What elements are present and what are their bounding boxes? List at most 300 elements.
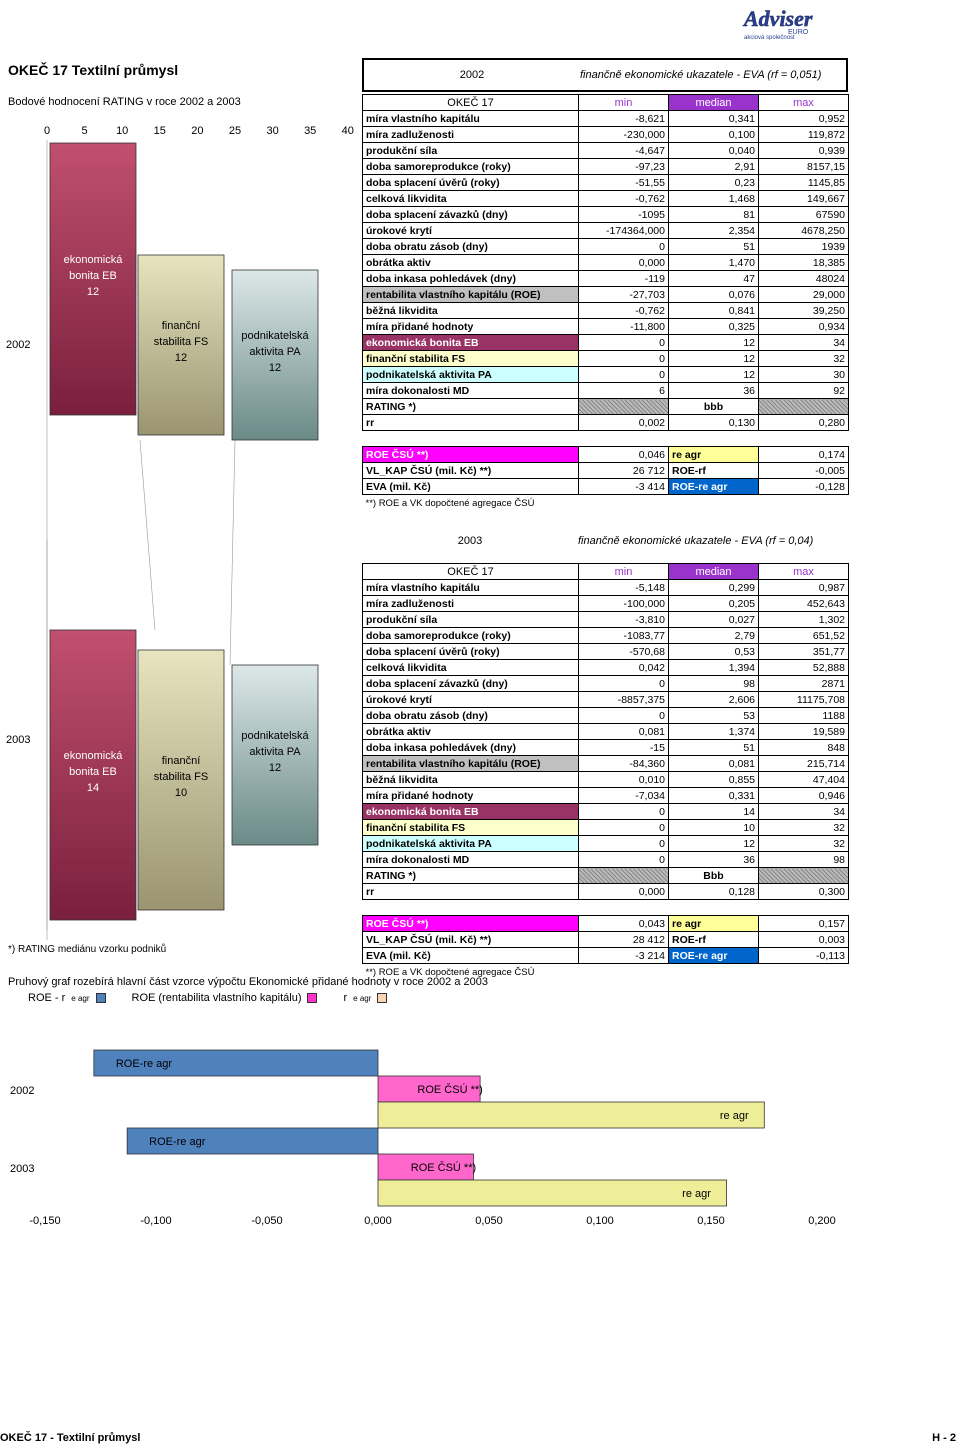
x-tick-label: 0,100	[586, 1215, 614, 1227]
legend-swatch	[307, 993, 317, 1003]
row-cell: 0,299	[669, 580, 759, 596]
table-row	[363, 415, 849, 431]
row-label: obrátka aktiv	[363, 255, 579, 271]
footer-right: H - 2	[932, 1432, 956, 1444]
row-cell: 0,081	[579, 724, 669, 740]
row-cell: 0,300	[759, 884, 849, 900]
row-cell: 0,53	[669, 644, 759, 660]
table-row	[363, 756, 849, 772]
row-cell: 2,606	[669, 692, 759, 708]
table-row	[363, 287, 849, 303]
row-cell: 0,081	[669, 756, 759, 772]
row-cell: 92	[759, 383, 849, 399]
table-row	[363, 692, 849, 708]
row-cell: 2,79	[669, 628, 759, 644]
table-row	[363, 207, 849, 223]
row-cell: 0	[579, 335, 669, 351]
table-row	[363, 596, 849, 612]
bar-label: podnikatelská	[241, 330, 309, 342]
row-label: VL_KAP ČSÚ (mil. Kč) **)	[363, 463, 579, 479]
bar-label: stabilita FS	[153, 771, 209, 783]
okec-cell: OKEČ 17	[363, 95, 579, 111]
row-cell: ROE-re agr	[669, 948, 759, 964]
bar-label: aktivita PA	[249, 346, 301, 358]
row-cell: 51	[669, 740, 759, 756]
bar-label: 14	[86, 782, 100, 794]
table-row	[363, 175, 849, 191]
row-cell: 0,205	[669, 596, 759, 612]
row-cell: -0,762	[579, 303, 669, 319]
rating-column-charts	[0, 110, 360, 940]
table-row	[363, 479, 849, 495]
row-cell: 0,128	[669, 884, 759, 900]
row-cell: 1145,85	[759, 175, 849, 191]
category-label: 2002	[10, 1085, 35, 1097]
table-2002-heading	[362, 58, 848, 92]
table-row	[363, 660, 849, 676]
bar-label: ekonomická	[63, 254, 123, 266]
row-label: běžná likvidita	[363, 772, 579, 788]
row-cell: 0,331	[669, 788, 759, 804]
row-cell: -0,005	[759, 463, 849, 479]
bar-data-label: ROE ČSÚ **)	[417, 1084, 483, 1096]
row-label: míra dokonalosti MD	[363, 852, 579, 868]
legend-item: ROE - r e agr	[28, 992, 106, 1004]
bar-label: finanční	[161, 320, 201, 332]
row-cell: 0	[579, 367, 669, 383]
x-tick-label: -0,100	[140, 1215, 172, 1227]
row-cell: 0,987	[759, 580, 849, 596]
table-row	[363, 303, 849, 319]
row-cell: 1939	[759, 239, 849, 255]
row-label: podnikatelská aktivita PA	[363, 367, 579, 383]
row-label: produkční síla	[363, 143, 579, 159]
bar-label: bonita EB	[69, 766, 117, 778]
row-label: doba obratu zásob (dny)	[363, 708, 579, 724]
row-cell: 0	[579, 852, 669, 868]
axis-tick-label: 10	[116, 125, 129, 137]
row-cell: -230,000	[579, 127, 669, 143]
row-cell: 0,23	[669, 175, 759, 191]
legend-item: r e agr	[343, 992, 387, 1004]
row-cell: 51	[669, 239, 759, 255]
bar-chart	[0, 1040, 900, 1240]
table-row	[363, 580, 849, 596]
row-cell: 12	[669, 367, 759, 383]
row-cell: ROE-rf	[669, 932, 759, 948]
row-cell: 12	[669, 836, 759, 852]
row-cell: bbb	[669, 399, 759, 415]
row-cell: 0,042	[579, 660, 669, 676]
row-cell: -174364,000	[579, 223, 669, 239]
bar-label: ekonomická	[63, 750, 123, 762]
row-cell: -4,647	[579, 143, 669, 159]
row-cell: 47	[669, 271, 759, 287]
row-cell: -119	[579, 271, 669, 287]
max-header: max	[759, 95, 849, 111]
row-cell	[759, 399, 849, 415]
x-tick-label: 0,050	[475, 1215, 503, 1227]
row-cell: 36	[669, 383, 759, 399]
row-label: rentabilita vlastního kapitálu (ROE)	[363, 756, 579, 772]
table-2003	[362, 563, 849, 980]
row-label: doba splacení úvěrů (roky)	[363, 644, 579, 660]
row-cell: 14	[669, 804, 759, 820]
table-row	[363, 628, 849, 644]
footer-left-text: OKEČ 17 - Textilní průmysl	[0, 1432, 141, 1444]
row-cell: 0,003	[759, 932, 849, 948]
bar-label: aktivita PA	[249, 746, 301, 758]
row-label: míra přidané hodnoty	[363, 788, 579, 804]
row-cell: 149,667	[759, 191, 849, 207]
row-label: produkční síla	[363, 612, 579, 628]
row-label: finanční stabilita FS	[363, 351, 579, 367]
row-cell: 52,888	[759, 660, 849, 676]
row-label: ekonomická bonita EB	[363, 335, 579, 351]
row-cell: 1,468	[669, 191, 759, 207]
svg-text:akciová společnost: akciová společnost	[744, 35, 795, 40]
chart-subtitle: Bodové hodnocení RATING v roce 2002 a 2003	[8, 96, 241, 108]
row-cell: -7,034	[579, 788, 669, 804]
category-label: 2003	[10, 1163, 35, 1175]
year-label: 2002	[459, 69, 485, 81]
table-2002	[362, 94, 849, 511]
row-label: úrokové krytí	[363, 692, 579, 708]
table-row	[363, 111, 849, 127]
row-cell: 32	[759, 820, 849, 836]
axis-tick-label: 40	[341, 125, 354, 137]
row-cell: Bbb	[669, 868, 759, 884]
row-cell: 0,174	[759, 447, 849, 463]
table-row	[363, 676, 849, 692]
row-label: úrokové krytí	[363, 223, 579, 239]
row-cell: 2871	[759, 676, 849, 692]
table-row	[363, 852, 849, 868]
table-row	[363, 351, 849, 367]
row-cell: 848	[759, 740, 849, 756]
row-cell: 98	[669, 676, 759, 692]
row-cell: -27,703	[579, 287, 669, 303]
bar-label: 12	[268, 762, 282, 774]
bar-data-label: re agr	[682, 1188, 711, 1200]
table-row	[363, 868, 849, 884]
table-row	[363, 191, 849, 207]
bar-label: stabilita FS	[153, 336, 209, 348]
row-cell: 0,952	[759, 111, 849, 127]
axis-tick-label: 20	[191, 125, 204, 137]
row-cell: 1,302	[759, 612, 849, 628]
row-label: doba inkasa pohledávek (dny)	[363, 740, 579, 756]
table-row	[363, 271, 849, 287]
row-cell: 2,91	[669, 159, 759, 175]
row-cell: 98	[759, 852, 849, 868]
row-cell: -1095	[579, 207, 669, 223]
x-tick-label: -0,150	[29, 1215, 61, 1227]
bar-label: 12	[268, 362, 282, 374]
x-tick-label: 0,000	[364, 1215, 392, 1227]
row-label: míra vlastního kapitálu	[363, 111, 579, 127]
row-label: míra dokonalosti MD	[363, 383, 579, 399]
x-tick-label: 0,200	[808, 1215, 836, 1227]
row-cell: 28 412	[579, 932, 669, 948]
x-tick-label: -0,050	[251, 1215, 283, 1227]
table-row	[363, 836, 849, 852]
row-label: podnikatelská aktivita PA	[363, 836, 579, 852]
row-cell: 2,354	[669, 223, 759, 239]
row-cell: 0	[579, 351, 669, 367]
table-row	[363, 255, 849, 271]
max-header: max	[759, 564, 849, 580]
row-cell: 12	[669, 351, 759, 367]
heading-label: finančně ekonomické ukazatele - EVA (rf = 0,04)	[578, 535, 814, 547]
table-row	[363, 335, 849, 351]
table-row	[363, 319, 849, 335]
row-cell: re agr	[669, 916, 759, 932]
table-note: **) ROE a VK dopočtené agregace ČSÚ	[365, 967, 535, 979]
row-cell: 215,714	[759, 756, 849, 772]
row-cell: -0,128	[759, 479, 849, 495]
row-cell: 0,000	[579, 255, 669, 271]
bar-label: podnikatelská	[241, 730, 309, 742]
row-cell: 0	[579, 820, 669, 836]
row-cell: 0,100	[669, 127, 759, 143]
guide-line	[230, 440, 235, 665]
row-cell: 0,000	[579, 884, 669, 900]
row-cell: 0,130	[669, 415, 759, 431]
row-cell: 26 712	[579, 463, 669, 479]
row-cell: -3 214	[579, 948, 669, 964]
row-cell	[579, 868, 669, 884]
axis-tick-label: 5	[81, 125, 88, 137]
row-cell: 0,040	[669, 143, 759, 159]
table-row	[363, 772, 849, 788]
table-row	[363, 383, 849, 399]
row-cell: 34	[759, 804, 849, 820]
row-label: RATING *)	[363, 399, 579, 415]
row-label: obrátka aktiv	[363, 724, 579, 740]
row-cell	[579, 399, 669, 415]
row-cell: 0	[579, 239, 669, 255]
row-cell: 0,002	[579, 415, 669, 431]
row-cell: 36	[669, 852, 759, 868]
bar-label: finanční	[161, 755, 201, 767]
row-cell: -3,810	[579, 612, 669, 628]
bar-data-label: re agr	[719, 1110, 749, 1122]
row-label: míra vlastního kapitálu	[363, 580, 579, 596]
row-cell: -8857,375	[579, 692, 669, 708]
row-label: EVA (mil. Kč)	[363, 479, 579, 495]
row-cell: 0,939	[759, 143, 849, 159]
table-row	[363, 708, 849, 724]
row-cell: 651,52	[759, 628, 849, 644]
row-cell: 0	[579, 804, 669, 820]
row-label: VL_KAP ČSÚ (mil. Kč) **)	[363, 932, 579, 948]
row-cell: 34	[759, 335, 849, 351]
row-label: doba inkasa pohledávek (dny)	[363, 271, 579, 287]
row-cell: 32	[759, 351, 849, 367]
table-row	[363, 447, 849, 463]
row-label: ROE ČSÚ **)	[363, 916, 579, 932]
row-cell: 119,872	[759, 127, 849, 143]
axis-tick-label: 15	[153, 125, 166, 137]
table-row	[363, 159, 849, 175]
table-row	[363, 399, 849, 415]
row-cell: 67590	[759, 207, 849, 223]
row-cell: 32	[759, 836, 849, 852]
row-cell: -97,23	[579, 159, 669, 175]
bar	[378, 1180, 727, 1206]
row-cell: ROE-re agr	[669, 479, 759, 495]
row-cell: 0,341	[669, 111, 759, 127]
row-cell: 0,855	[669, 772, 759, 788]
row-cell: 0,027	[669, 612, 759, 628]
row-cell: 6	[579, 383, 669, 399]
table-row	[363, 724, 849, 740]
row-cell: -0,113	[759, 948, 849, 964]
row-cell: 19,589	[759, 724, 849, 740]
row-cell: 4678,250	[759, 223, 849, 239]
row-cell: 0,157	[759, 916, 849, 932]
row-cell: 351,77	[759, 644, 849, 660]
bar-data-label: ROE-re agr	[115, 1058, 173, 1070]
row-cell: 0	[579, 708, 669, 724]
row-cell: 0	[579, 836, 669, 852]
axis-tick-label: 25	[228, 125, 242, 137]
row-cell: 0,841	[669, 303, 759, 319]
table-2003-heading	[362, 524, 848, 558]
row-label: míra zadluženosti	[363, 596, 579, 612]
row-label: celková likvidita	[363, 191, 579, 207]
row-cell: 10	[669, 820, 759, 836]
bar-chart-description: Pruhový graf rozebírá hlavní část vzorce výpočtu Ekonomické přidané hodnoty v roce 2002 a 2003	[8, 976, 488, 988]
table-row	[363, 884, 849, 900]
heading-label: finančně ekonomické ukazatele - EVA (rf = 0,051)	[580, 69, 822, 81]
table-note: **) ROE a VK dopočtené agregace ČSÚ	[365, 498, 535, 510]
row-cell: 0,946	[759, 788, 849, 804]
row-label: finanční stabilita FS	[363, 820, 579, 836]
row-label: doba splacení závazků (dny)	[363, 676, 579, 692]
table-row	[363, 932, 849, 948]
row-cell: -0,762	[579, 191, 669, 207]
row-cell: 0,076	[669, 287, 759, 303]
table-row	[363, 948, 849, 964]
row-cell	[759, 868, 849, 884]
table-row	[363, 463, 849, 479]
row-cell: 12	[669, 335, 759, 351]
axis-tick-label: 30	[266, 125, 279, 137]
row-label: doba splacení úvěrů (roky)	[363, 175, 579, 191]
row-label: ROE ČSÚ **)	[363, 447, 579, 463]
row-cell: 0,043	[579, 916, 669, 932]
page-title: OKEČ 17 Textilní průmysl	[8, 62, 179, 78]
row-cell: re agr	[669, 447, 759, 463]
table-row	[363, 239, 849, 255]
row-cell: 0,934	[759, 319, 849, 335]
row-cell: ROE-rf	[669, 463, 759, 479]
row-cell: 11175,708	[759, 692, 849, 708]
guide-line	[140, 440, 155, 630]
median-header: median	[669, 564, 759, 580]
legend-swatch	[96, 993, 106, 1003]
year-label: 2002	[6, 339, 31, 351]
row-cell: -8,621	[579, 111, 669, 127]
rating-note: *) RATING mediánu vzorku podniků	[8, 944, 167, 955]
legend-item: ROE (rentabilita vlastního kapitálu)	[132, 992, 318, 1004]
row-cell: 0,046	[579, 447, 669, 463]
row-cell: 1,394	[669, 660, 759, 676]
row-label: rentabilita vlastního kapitálu (ROE)	[363, 287, 579, 303]
row-cell: -15	[579, 740, 669, 756]
bar	[378, 1102, 764, 1128]
table-row	[363, 788, 849, 804]
year-label: 2003	[6, 734, 31, 746]
table-row	[363, 916, 849, 932]
row-label: doba obratu zásob (dny)	[363, 239, 579, 255]
median-header: median	[669, 95, 759, 111]
row-label: celková likvidita	[363, 660, 579, 676]
table-row	[363, 820, 849, 836]
row-label: EVA (mil. Kč)	[363, 948, 579, 964]
row-cell: 81	[669, 207, 759, 223]
row-cell: 0	[579, 676, 669, 692]
svg-text:Adviser: Adviser	[744, 6, 813, 31]
min-header: min	[579, 564, 669, 580]
row-label: doba samoreprodukce (roky)	[363, 159, 579, 175]
row-cell: 452,643	[759, 596, 849, 612]
row-cell: 0,280	[759, 415, 849, 431]
row-label: doba splacení závazků (dny)	[363, 207, 579, 223]
row-label: rr	[363, 884, 579, 900]
row-cell: -84,360	[579, 756, 669, 772]
table-row	[363, 127, 849, 143]
row-cell: 29,000	[759, 287, 849, 303]
table-row	[363, 367, 849, 383]
row-cell: -100,000	[579, 596, 669, 612]
row-cell: -11,800	[579, 319, 669, 335]
table-row	[363, 223, 849, 239]
okec-cell: OKEČ 17	[363, 564, 579, 580]
row-label: ekonomická bonita EB	[363, 804, 579, 820]
row-cell: 0,010	[579, 772, 669, 788]
row-cell: 8157,15	[759, 159, 849, 175]
year-label: 2003	[457, 535, 483, 547]
row-cell: 30	[759, 367, 849, 383]
row-label: míra přidané hodnoty	[363, 319, 579, 335]
bar-data-label: ROE-re agr	[149, 1136, 206, 1148]
bar-label: 12	[174, 352, 188, 364]
adviser-logo	[740, 4, 850, 40]
row-label: míra zadluženosti	[363, 127, 579, 143]
row-cell: -1083,77	[579, 628, 669, 644]
table-row	[363, 143, 849, 159]
bar-label: 12	[86, 286, 100, 298]
axis-tick-label: 0	[43, 125, 51, 137]
table-row	[363, 804, 849, 820]
legend	[28, 992, 405, 1004]
table-row	[363, 612, 849, 628]
svg-text:EURO: EURO	[788, 29, 809, 36]
x-tick-label: 0,150	[697, 1215, 725, 1227]
row-cell: -570,68	[579, 644, 669, 660]
row-label: doba samoreprodukce (roky)	[363, 628, 579, 644]
row-cell: 1188	[759, 708, 849, 724]
row-cell: -5,148	[579, 580, 669, 596]
row-cell: 53	[669, 708, 759, 724]
bar-label: bonita EB	[69, 270, 117, 282]
row-label: RATING *)	[363, 868, 579, 884]
row-label: běžná likvidita	[363, 303, 579, 319]
row-cell: 1,374	[669, 724, 759, 740]
